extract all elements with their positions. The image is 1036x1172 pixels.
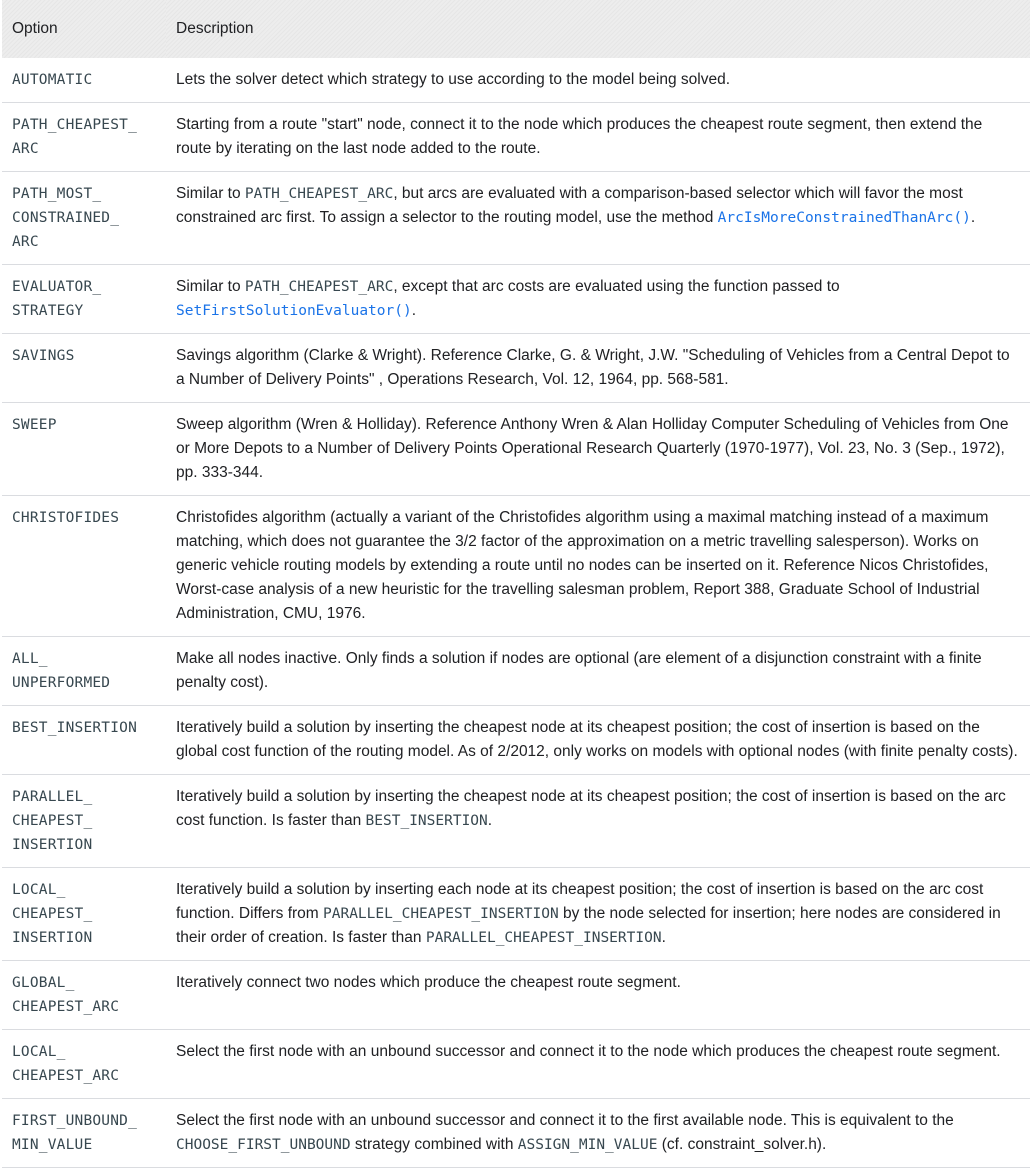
description-text: Savings algorithm (Clarke & Wright). Reference Clarke, G. & Wright, J.W. "Scheduling of Vehicles from a Central Depot to a Number of Delivery Points" , Operations Research, Vol. 12, 1964, pp. 568-581. (176, 347, 1010, 388)
option-description (166, 775, 1030, 868)
option-name: GLOBAL_ CHEAPEST_ARC (2, 961, 166, 1030)
table-body (2, 58, 1030, 1168)
option-description (166, 706, 1030, 775)
option-name: SAVINGS (2, 334, 166, 403)
description-text: Iteratively build a solution by inserting the cheapest node at its cheapest position; the cost of insertion is based on the arc cost function. Is faster than (176, 788, 1006, 829)
description-text: . (411, 302, 417, 319)
option-name: FIRST_UNBOUND_ MIN_VALUE (2, 1099, 166, 1168)
option-name: PATH_CHEAPEST_ ARC (2, 103, 166, 172)
description-text: strategy combined with (350, 1136, 518, 1153)
option-name: BEST_INSERTION (2, 706, 166, 775)
option-name: AUTOMATIC (12, 72, 93, 88)
table-row (2, 775, 1030, 868)
description-text: Make all nodes inactive. Only finds a solution if nodes are optional (are element of a disjunction constraint with a finite penalty cost). (176, 650, 982, 691)
table-row (2, 496, 1030, 637)
inline-code: PATH_CHEAPEST_ARC (244, 186, 394, 202)
inline-code: PARALLEL_CHEAPEST_INSERTION (323, 906, 559, 922)
option-description (166, 172, 1030, 265)
table-row (2, 403, 1030, 496)
table-row (2, 265, 1030, 334)
table-header (2, 0, 1030, 58)
inline-code: PARALLEL_CHEAPEST_INSERTION (425, 930, 662, 946)
description-text: . (970, 209, 976, 226)
strategy-table-container (2, 0, 1032, 1168)
description-text: Christofides algorithm (actually a variant of the Christofides algorithm using a maximal matching instead of a maximum matching, which does not guarantee the 3/2 factor of the approximation on a metric travelling salesperson). Works on generic vehicle routing models by extending a route until no nodes can be inserted on it. Reference Nicos Christofides, Worst-case analysis of a new heuristic for the travelling salesman problem, Report 388, Graduate School of Industrial Administration, CMU, 1976. (176, 509, 989, 622)
description-text: Similar to (176, 278, 245, 295)
inline-code: CHOOSE_FIRST_UNBOUND (176, 1137, 351, 1153)
option-description (166, 961, 1030, 1030)
description-text: , except that arc costs are evaluated using the function passed to (393, 278, 840, 295)
option-name: ALL_ UNPERFORMED (2, 637, 166, 706)
description-text: Iteratively build a solution by inserting the cheapest node at its cheapest position; the cost of insertion is based on the global cost function of the routing model. As of 2/2012, only works on models with optional nodes (with finite penalty costs). (176, 719, 1018, 760)
description-text: . (487, 812, 493, 829)
option-description (166, 334, 1030, 403)
option-name: LOCAL_ CHEAPEST_ INSERTION (2, 868, 166, 961)
description-text: Lets the solver detect which strategy to use according to the model being solved. (176, 71, 731, 88)
description-text: Select the first node with an unbound successor and connect it to the node which produces the cheapest route segment. (176, 1043, 1001, 1060)
table-row (2, 706, 1030, 775)
description-text: (cf. constraint_solver.h). (657, 1136, 827, 1153)
option-name: PATH_MOST_ CONSTRAINED_ ARC (2, 172, 166, 265)
option-name: SWEEP (2, 403, 166, 496)
option-description (166, 265, 1030, 334)
api-method-link[interactable]: ArcIsMoreConstrainedThanArc() (717, 210, 971, 226)
option-description (166, 103, 1030, 172)
option-name: CHRISTOFIDES (2, 496, 166, 637)
description-text: , but arcs are evaluated with a comparison-based selector which will favor the most constrained arc first. To assign a selector to the routing model, use the method (176, 185, 963, 226)
api-method-link[interactable]: SetFirstSolutionEvaluator() (176, 303, 412, 319)
option-name: LOCAL_ CHEAPEST_ARC (2, 1030, 166, 1099)
inline-code: PATH_CHEAPEST_ARC (244, 279, 394, 295)
description-text: Starting from a route "start" node, connect it to the node which produces the cheapest route segment, then extend the route by iterating on the last node added to the route. (176, 116, 983, 157)
description-text: by the node selected for insertion; here nodes are considered in their order of creation. Is faster than (176, 905, 1001, 946)
description-text: Similar to (176, 185, 245, 202)
table-row (2, 1030, 1030, 1099)
description-text: Iteratively build a solution by inserting each node at its cheapest position; the cost of insertion is based on the arc cost function. Differs from (176, 881, 984, 922)
column-header-option: Option (2, 0, 166, 58)
option-description (166, 403, 1030, 496)
table-row (2, 58, 1030, 103)
table-row (2, 1099, 1030, 1168)
description-text: . (661, 929, 666, 946)
inline-code: ASSIGN_MIN_VALUE (517, 1137, 658, 1153)
table-row (2, 334, 1030, 403)
table-row (2, 103, 1030, 172)
option-name: EVALUATOR_ STRATEGY (2, 265, 166, 334)
first-solution-strategy-table (2, 0, 1030, 1168)
column-header-description: Description (166, 0, 1030, 58)
header-row (2, 0, 1030, 58)
option-description (166, 496, 1030, 637)
description-text: Select the first node with an unbound successor and connect it to the first available node. This is equivalent to the (176, 1112, 954, 1129)
option-description (166, 1099, 1030, 1168)
option-description (166, 58, 1030, 103)
table-row (2, 961, 1030, 1030)
description-text: Iteratively connect two nodes which produce the cheapest route segment. (176, 974, 681, 991)
option-description (166, 1030, 1030, 1099)
option-name: PARALLEL_ CHEAPEST_ INSERTION (2, 775, 166, 868)
table-row (2, 868, 1030, 961)
description-text: Sweep algorithm (Wren & Holliday). Reference Anthony Wren & Alan Holliday Computer Scheduling of Vehicles from One or More Depots to a Number of Delivery Points Operational Research Quarterly (1970-1977), Vol. 23, No. 3 (Sep., 1972), pp. 333-344. (176, 416, 1009, 481)
table-row (2, 172, 1030, 265)
inline-code: BEST_INSERTION (365, 813, 488, 829)
option-description (166, 637, 1030, 706)
option-description (166, 868, 1030, 961)
table-row (2, 637, 1030, 706)
